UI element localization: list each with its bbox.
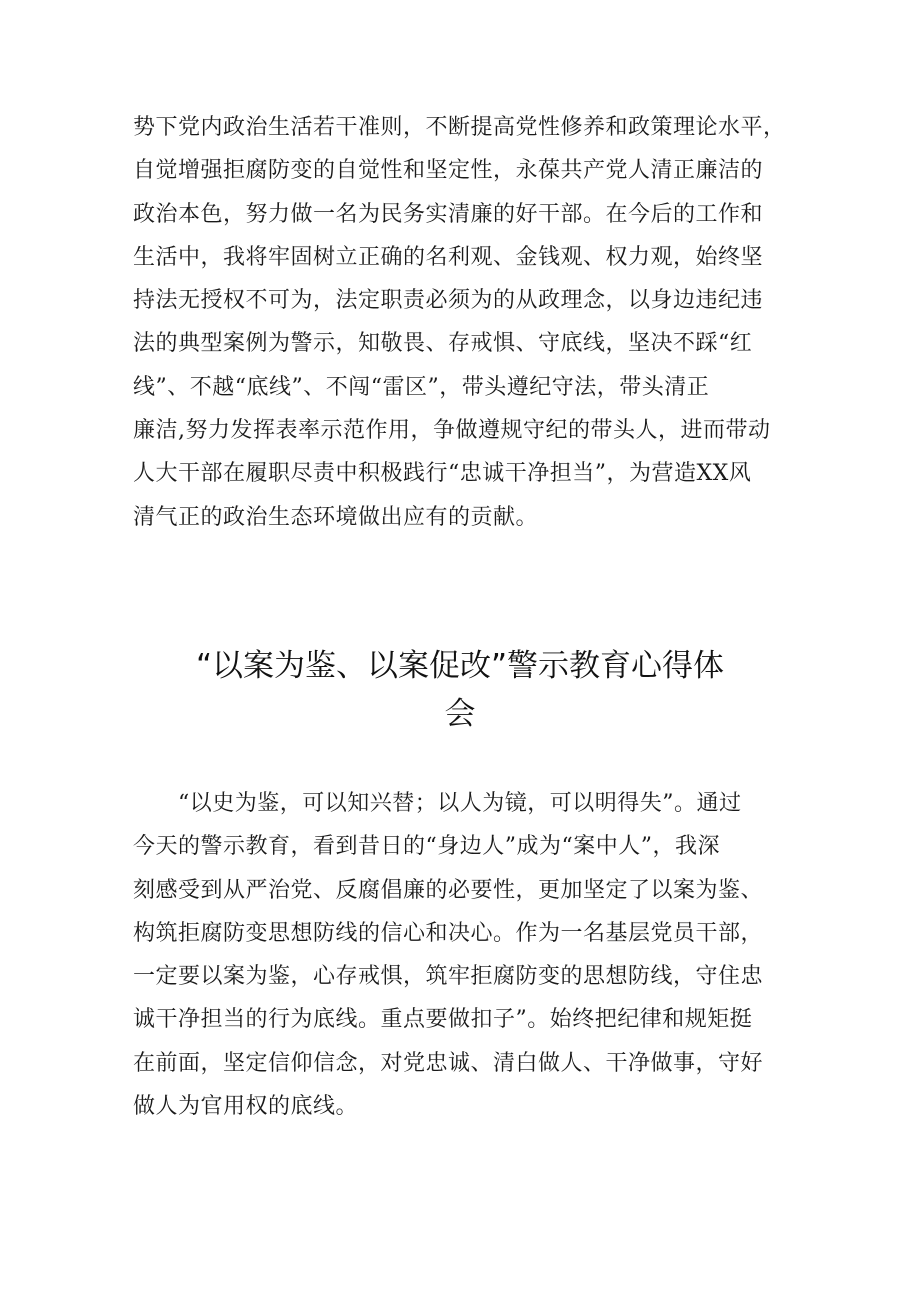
text-line: 做人为官用权的底线。 — [133, 1094, 359, 1120]
text-line: 法的典型案例为警示，知敬畏、存戒惧、守底线，坚决不踩“红 — [133, 331, 753, 357]
text-line: 今天的警示教育，看到昔日的“身边人”成为“案中人”，我深 — [133, 834, 720, 860]
text-line: 线”、不越“底线”、不闯“雷区”，带头遵纪守法，带头清正 — [133, 374, 710, 400]
text-line: 构筑拒腐防变思想防线的信心和决心。作为一名基层党员干部， — [133, 920, 764, 946]
heading-line: 会 — [444, 696, 476, 732]
continuation-paragraph — [133, 106, 795, 539]
text-line: 势下党内政治生活若干准则，不断提高党性修养和政策理论水平， — [133, 115, 786, 140]
text-line: 政治本色，努力做一名为民务实清廉的好干部。在今后的工作和 — [133, 201, 764, 227]
text-line: 持法无授权不可为，法定职责必须为的从政理念，以身边违纪违 — [133, 288, 764, 314]
heading-line: “以案为鉴、以案促改”警示教育心得体 — [195, 648, 725, 684]
text-line: “以史为鉴，可以知兴替；以人为镜，可以明得失”。通过 — [133, 791, 742, 816]
essay-paragraph — [133, 782, 795, 1128]
text-line: 清气正的政治生态环境做出应有的贡献。 — [133, 504, 539, 530]
text-line: 刻感受到从严治党、反腐倡廉的必要性，更加坚定了以案为鉴、 — [133, 877, 764, 903]
text-line: 诚干净担当的行为底线。重点要做扣子”。始终把纪律和规矩挺 — [133, 1007, 753, 1033]
text-line: 一定要以案为鉴，心存戒惧，筑牢拒腐防变的思想防线，守住忠 — [133, 964, 764, 990]
essay-heading — [100, 642, 820, 738]
text-line: 自觉增强拒腐防变的自觉性和坚定性，永葆共产党人清正廉洁的 — [133, 158, 764, 184]
text-line: 生活中，我将牢固树立正确的名利观、金钱观、权力观，始终坚 — [133, 244, 764, 270]
text-line: 在前面，坚定信仰信念，对党忠诚、清白做人、干净做事，守好 — [133, 1050, 764, 1076]
text-line: 人大干部在履职尽责中积极践行“忠诚干净担当”，为营造XX风 — [133, 461, 752, 487]
text-line: 廉洁,努力发挥表率示范作用，争做遵规守纪的带头人，进而带动 — [133, 418, 771, 444]
